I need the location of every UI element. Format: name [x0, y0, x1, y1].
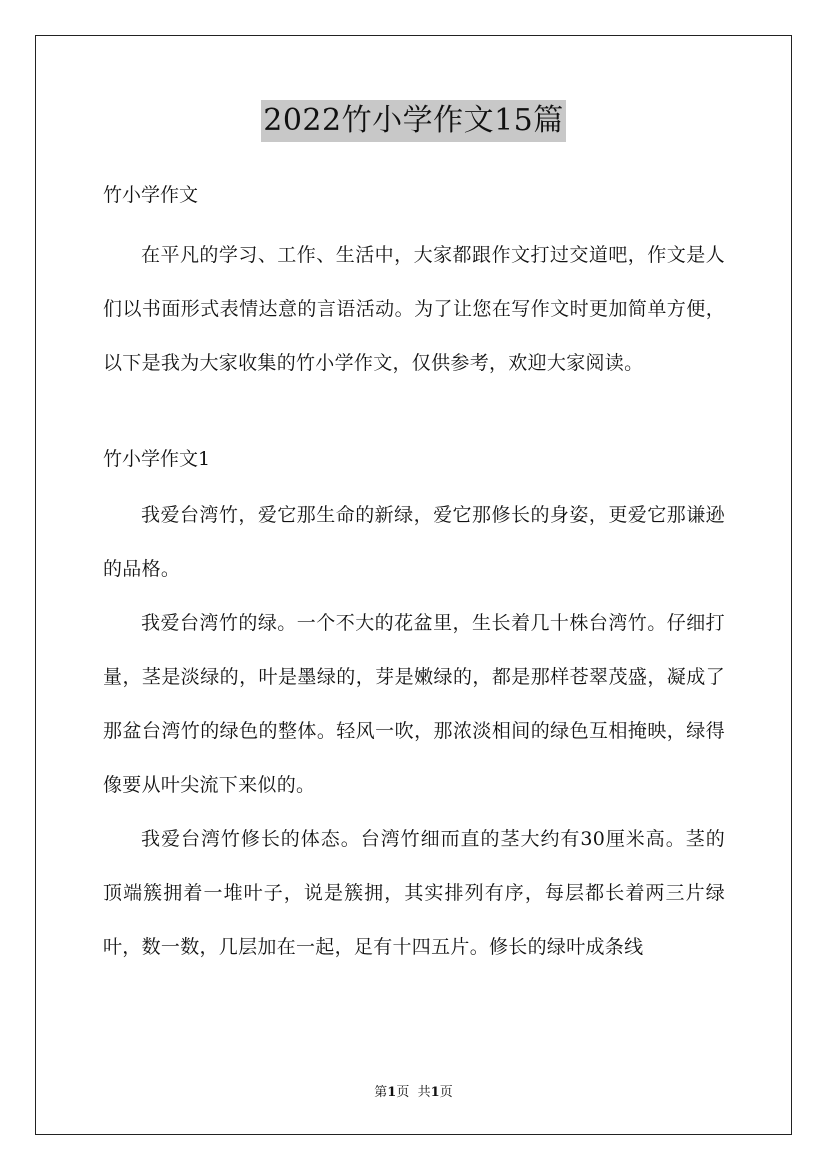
body-paragraph-2: 我爱台湾竹的绿。一个不大的花盆里，生长着几十株台湾竹。仔细打量，茎是淡绿的，叶是墨绿的，芽是嫩绿的，都是那样苍翠茂盛，凝成了那盆台湾竹的绿色的整体。轻风一吹，那浓淡相间的绿色互相掩映，绿得像要从叶尖流下来似的。 [103, 612, 725, 796]
intro-heading: 竹小学作文 [103, 184, 199, 206]
section-heading: 竹小学作文1 [103, 448, 211, 470]
title-container [0, 100, 827, 142]
page-prefix: 第 [374, 1085, 388, 1100]
body-paragraph-1: 我爱台湾竹，爱它那生命的新绿，爱它那修长的身姿，更爱它那谦逊的品格。 [103, 504, 725, 580]
document-title: 2022竹小学作文15篇 [261, 100, 566, 142]
intro-paragraph: 在平凡的学习、工作、生活中，大家都跟作文打过交道吧，作文是人们以书面形式表情达意的言语活动。为了让您在写作文时更加简单方便，以下是我为大家收集的竹小学作文，仅供参考，欢迎大家阅读。 [103, 244, 725, 374]
total-prefix: 共 [417, 1085, 431, 1100]
total-suffix: 页 [439, 1085, 453, 1100]
body-paragraph-3: 我爱台湾竹修长的体态。台湾竹细而直的茎大约有30厘米高。茎的顶端簇拥着一堆叶子，说是簇拥，其实排列有序，每层都长着两三片绿叶，数一数，几层加在一起，足有十四五片。修长的绿叶成条线 [103, 828, 725, 958]
document-body [103, 170, 725, 974]
total-pages: 1 [430, 1085, 440, 1100]
page-footer [0, 1084, 827, 1102]
page-number: 1 [387, 1085, 397, 1100]
page-suffix: 页 [396, 1085, 410, 1100]
